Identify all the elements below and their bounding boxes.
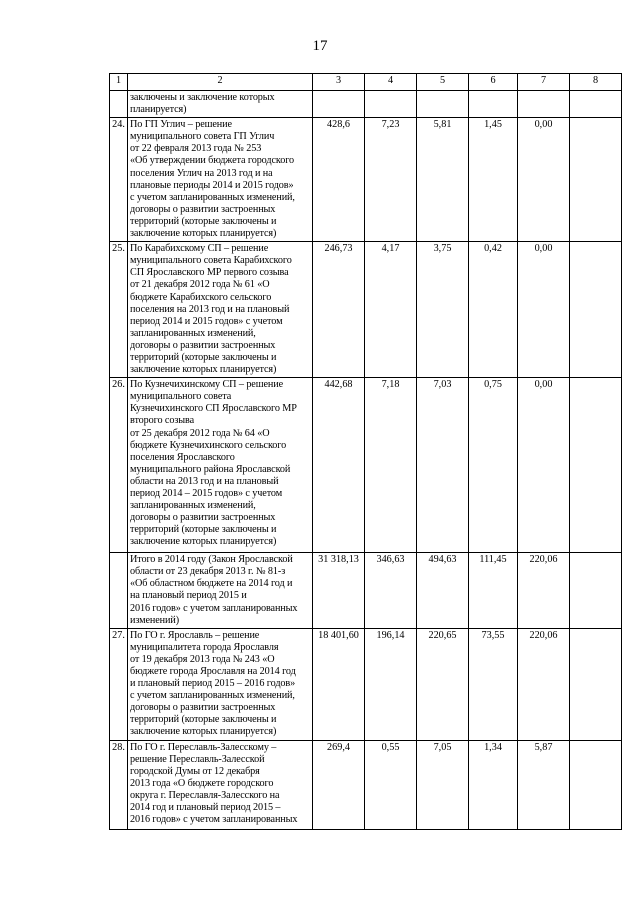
header-cell: 8 [570, 74, 622, 91]
row-number: 24. [110, 118, 128, 242]
header-cell: 1 [110, 74, 128, 91]
value-cell: 7,03 [417, 378, 469, 553]
table-row [110, 378, 622, 553]
value-cell: 5,87 [518, 740, 570, 829]
row-description: заключены и заключение которых планируется) [128, 91, 313, 118]
value-cell: 494,63 [417, 553, 469, 629]
value-cell [570, 553, 622, 629]
row-number: 26. [110, 378, 128, 553]
value-cell [417, 91, 469, 118]
value-cell: 0,00 [518, 242, 570, 378]
value-cell [570, 91, 622, 118]
header-cell: 6 [469, 74, 518, 91]
header-cell: 3 [313, 74, 365, 91]
value-cell: 7,23 [365, 118, 417, 242]
value-cell: 220,65 [417, 628, 469, 740]
header-row [110, 74, 622, 91]
table-row [110, 242, 622, 378]
value-cell [313, 91, 365, 118]
value-cell [570, 242, 622, 378]
value-cell: 442,68 [313, 378, 365, 553]
value-cell: 269,4 [313, 740, 365, 829]
value-cell [570, 628, 622, 740]
value-cell: 220,06 [518, 553, 570, 629]
value-cell: 196,14 [365, 628, 417, 740]
value-cell: 220,06 [518, 628, 570, 740]
value-cell: 1,45 [469, 118, 518, 242]
value-cell: 31 318,13 [313, 553, 365, 629]
value-cell: 0,00 [518, 378, 570, 553]
value-cell [570, 378, 622, 553]
row-description: Итого в 2014 году (Закон Ярославской области от 23 декабря 2013 г. № 81-з «Об областном бюджете на 2014 год и на плановый период 2015 и 2016 годов» с учетом запланированных изменений) [128, 553, 313, 629]
data-table [109, 73, 622, 830]
value-cell: 346,63 [365, 553, 417, 629]
table-row [110, 740, 622, 829]
value-cell [365, 91, 417, 118]
value-cell: 18 401,60 [313, 628, 365, 740]
value-cell [570, 118, 622, 242]
value-cell [469, 91, 518, 118]
table-row [110, 91, 622, 118]
value-cell: 246,73 [313, 242, 365, 378]
value-cell: 0,00 [518, 118, 570, 242]
header-cell: 2 [128, 74, 313, 91]
row-number: 25. [110, 242, 128, 378]
value-cell: 0,75 [469, 378, 518, 553]
row-number: 28. [110, 740, 128, 829]
value-cell: 0,42 [469, 242, 518, 378]
value-cell: 0,55 [365, 740, 417, 829]
table-row [110, 553, 622, 629]
row-description: По ГП Углич – решение муниципального совета ГП Углич от 22 февраля 2013 года № 253 «Об утверждении бюджета городского поселения Углич на 2013 год и на плановые периоды 2014 и 2015 годов» с учетом запланированных изменений, договоры о развитии застроенных территорий (которые заключены и заключение которых планируется) [128, 118, 313, 242]
value-cell: 1,34 [469, 740, 518, 829]
value-cell: 111,45 [469, 553, 518, 629]
header-cell: 7 [518, 74, 570, 91]
page-number: 17 [312, 38, 328, 54]
row-number [110, 91, 128, 118]
table-row [110, 628, 622, 740]
row-number [110, 553, 128, 629]
value-cell: 428,6 [313, 118, 365, 242]
value-cell: 5,81 [417, 118, 469, 242]
header-cell: 5 [417, 74, 469, 91]
value-cell: 73,55 [469, 628, 518, 740]
value-cell: 3,75 [417, 242, 469, 378]
row-description: По Карабихскому СП – решение муниципального совета Карабихского СП Ярославского МР первого созыва от 21 декабря 2012 года № 61 «О бюджете Карабихского сельского поселения на 2013 год и на плановый период 2014 и 2015 годов» с учетом запланированных изменений, договоры о развитии застроенных территорий (которые заключены и заключение которых планируется) [128, 242, 313, 378]
row-description: По ГО г. Ярославль – решение муниципалитета города Ярославля от 19 декабря 2013 года № 243 «О бюджете города Ярославля на 2014 год и плановый период 2015 – 2016 годов» с учетом запланированных изменений, договоры о развитии застроенных территорий (которые заключены и заключение которых планируется) [128, 628, 313, 740]
value-cell: 7,05 [417, 740, 469, 829]
value-cell: 4,17 [365, 242, 417, 378]
row-number: 27. [110, 628, 128, 740]
header-cell: 4 [365, 74, 417, 91]
row-description: По ГО г. Переславль-Залесскому – решение Переславль-Залесской городской Думы от 12 декабря 2013 года «О бюджете городского округа г. Переславля-Залесского на 2014 год и плановый период 2015 – 2016 годов» с учетом запланированных [128, 740, 313, 829]
value-cell: 7,18 [365, 378, 417, 553]
value-cell [518, 91, 570, 118]
table-row [110, 118, 622, 242]
row-description: По Кузнечихинскому СП – решение муниципального совета Кузнечихинского СП Ярославского МР второго созыва от 25 декабря 2012 года № 64 «О бюджете Кузнечихинского сельского поселения Ярославского муниципального района Ярославской области на 2013 год и на плановый период 2014 – 2015 годов» с учетом запланированных изменений, договоры о развитии застроенных территорий (которые заключены и заключение которых планируется) [128, 378, 313, 553]
value-cell [570, 740, 622, 829]
